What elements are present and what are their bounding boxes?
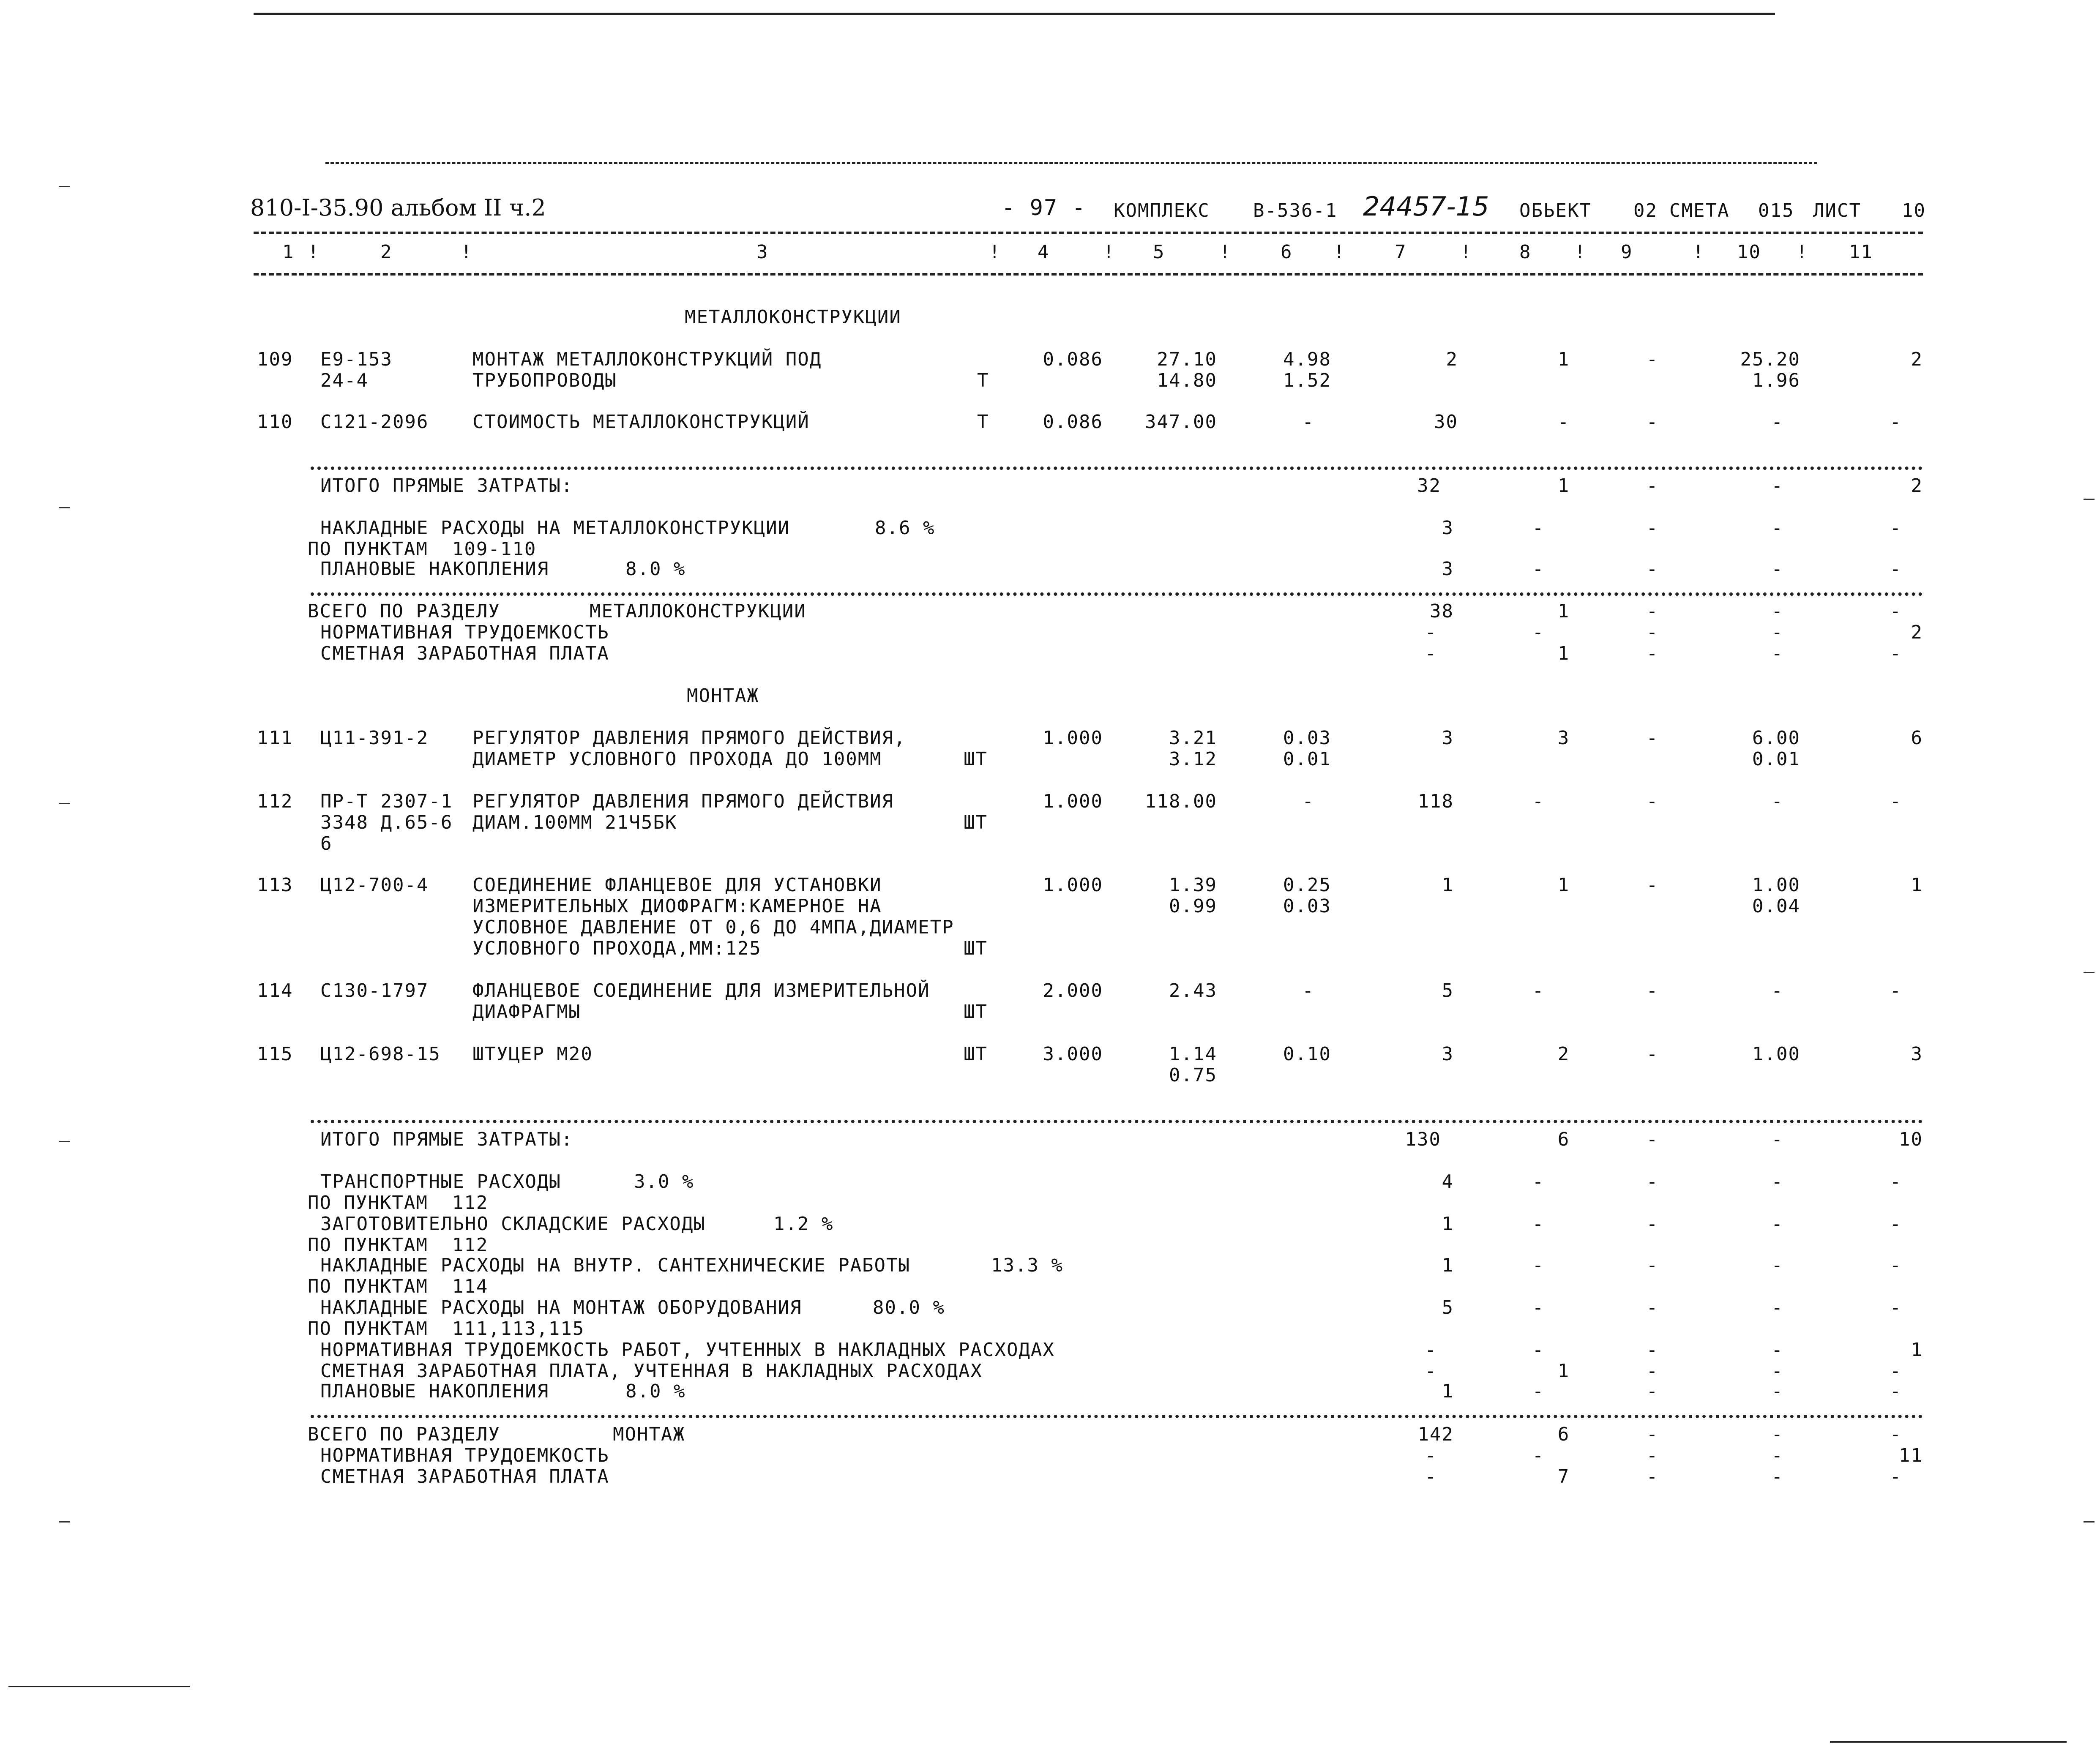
trans-pct: 3.0 %: [634, 1171, 694, 1192]
work-description: ФЛАНЦЕВОЕ СОЕДИНЕНИЕ ДЛЯ ИЗМЕРИТЕЛЬНОЙ: [472, 980, 930, 1001]
zag-c7: 1: [1442, 1213, 1454, 1235]
unit: ШТ: [964, 812, 988, 833]
list-label: ЛИСТ: [1813, 200, 1861, 221]
unit: ШТ: [964, 938, 988, 959]
norm-c10: -: [1771, 1445, 1783, 1466]
zp-c7: -: [1425, 643, 1437, 664]
vsego-name: МОНТАЖ: [613, 1424, 685, 1445]
nakl-pct: 8.6 %: [875, 517, 935, 539]
machine-cost: 4.98: [1283, 349, 1331, 370]
labor-unit: -: [1771, 980, 1783, 1001]
zag-punkty: ПО ПУНКТАМ 112: [308, 1234, 489, 1256]
vnutr-c11: -: [1890, 1255, 1902, 1276]
zag-c10: -: [1771, 1213, 1783, 1235]
labor-unit: -: [1771, 411, 1783, 433]
nakl-c7: 3: [1442, 517, 1454, 539]
vsego-c9: -: [1646, 600, 1659, 622]
row-number: 109: [257, 349, 293, 370]
zp-nakl-c7: -: [1425, 1360, 1437, 1382]
obekt-label: ОБЬЕКТ: [1519, 200, 1592, 221]
plan-label: ПЛАНОВЫЕ НАКОПЛЕНИЯ: [320, 558, 549, 580]
unit-cost: 1.39: [1169, 874, 1217, 896]
itogo-c9: -: [1646, 1129, 1659, 1150]
column-separator: !: [1693, 241, 1705, 263]
itogo-c10: -: [1771, 475, 1783, 497]
itogo-c9: -: [1646, 475, 1659, 497]
zp-label: СМЕТНАЯ ЗАРАБОТНАЯ ПЛАТА: [320, 643, 609, 664]
norm-c9: -: [1646, 1445, 1659, 1466]
machine-cost: -: [1302, 980, 1314, 1001]
top-scan-line: [254, 13, 1775, 15]
row-number: 113: [257, 874, 293, 896]
vsego-c7: 142: [1417, 1424, 1454, 1445]
nakl-c10: -: [1771, 517, 1783, 539]
norm-c11: 2: [1911, 622, 1923, 643]
work-description-2: ИЗМЕРИТЕЛЬНЫХ ДИОФРАГМ:КАМЕРНОЕ НА: [472, 895, 882, 917]
unit-cost-wage: 3.12: [1169, 748, 1217, 770]
plan-c11: -: [1890, 558, 1902, 580]
column-separator: !: [1574, 241, 1587, 263]
nakl-label: НАКЛАДНЫЕ РАСХОДЫ НА МЕТАЛЛОКОНСТРУКЦИИ: [320, 517, 790, 539]
quantity: 0.086: [1043, 411, 1103, 433]
unit-cost-wage: 0.75: [1169, 1064, 1217, 1086]
obor-c7: 5: [1442, 1297, 1454, 1318]
norm-c10: -: [1771, 622, 1783, 643]
itogo-c11: 2: [1911, 475, 1923, 497]
vsego-c8: 1: [1557, 600, 1570, 622]
column-number: 8: [1519, 241, 1532, 263]
column-number: 9: [1621, 241, 1633, 263]
machine-cost: 0.03: [1283, 727, 1331, 749]
zag-c8: -: [1532, 1213, 1545, 1235]
itogo-label: ИТОГО ПРЯМЫЕ ЗАТРАТЫ:: [320, 475, 573, 497]
unit: Т: [977, 411, 989, 433]
column-separator: !: [1796, 241, 1808, 263]
labor-unit-2: 0.04: [1752, 895, 1800, 917]
column-separator: !: [308, 241, 320, 263]
rate-code-2: 3348 Д.65-6: [320, 812, 453, 833]
nakl-c9: -: [1646, 517, 1659, 539]
album-reference: 810-I-35.90 альбом II ч.2: [250, 194, 546, 221]
vnutr-pct: 13.3 %: [991, 1255, 1063, 1276]
zag-c9: -: [1646, 1213, 1659, 1235]
unit-cost-wage: 0.99: [1169, 895, 1217, 917]
trans-c10: -: [1771, 1171, 1783, 1192]
dotted-separator: [311, 1120, 1923, 1123]
unit-cost: 118.00: [1145, 791, 1217, 812]
column-number: 11: [1849, 241, 1873, 263]
rate-code: Ц12-698-15: [320, 1043, 441, 1065]
labor-total: 1: [1911, 874, 1923, 896]
labor-unit: 1.00: [1752, 874, 1800, 896]
trans-c9: -: [1646, 1171, 1659, 1192]
rate-code: ПР-Т 2307-1: [320, 791, 453, 812]
bottom-left-scan-line: [8, 1686, 190, 1687]
work-description: ШТУЦЕР М20: [472, 1043, 593, 1065]
machine-cost: -: [1302, 791, 1314, 812]
machine-cost-wage: 0.03: [1283, 895, 1331, 917]
unit: Т: [977, 370, 989, 391]
zp-c9: -: [1646, 643, 1659, 664]
itogo-c11: 10: [1899, 1129, 1923, 1150]
zp-nakl-c8: 1: [1557, 1360, 1570, 1382]
vsego-c10: -: [1771, 1424, 1783, 1445]
work-description-2: ДИАФРАГМЫ: [472, 1001, 581, 1023]
zp-c10: -: [1771, 643, 1783, 664]
zp-c11: -: [1890, 643, 1902, 664]
vsego-c11: -: [1890, 600, 1902, 622]
page-number: - 97 -: [1002, 195, 1086, 221]
kompleks-label: КОМПЛЕКС: [1114, 200, 1210, 221]
obor-pct: 80.0 %: [873, 1297, 945, 1318]
col9: -: [1646, 727, 1659, 749]
col9: -: [1646, 980, 1659, 1001]
norm-nakl-c9: -: [1646, 1339, 1659, 1361]
col9: -: [1646, 874, 1659, 896]
vnutr-c8: -: [1532, 1255, 1545, 1276]
quantity: 0.086: [1043, 349, 1103, 370]
vsego-c7: 38: [1430, 600, 1454, 622]
trans-c8: -: [1532, 1171, 1545, 1192]
margin-mark: [59, 186, 70, 187]
work-description-4: УСЛОВНОГО ПРОХОДА,ММ:125: [472, 938, 762, 959]
dotted-separator: [311, 1415, 1923, 1418]
section-title-metal: МЕТАЛЛОКОНСТРУКЦИИ: [685, 306, 901, 328]
dotted-separator: [311, 592, 1923, 596]
margin-mark: [59, 1141, 70, 1142]
labor-unit: 25.20: [1740, 349, 1800, 370]
header-divider-top: [254, 232, 1923, 234]
plan-c7: 1: [1442, 1381, 1454, 1402]
zp-label: СМЕТНАЯ ЗАРАБОТНАЯ ПЛАТА: [320, 1466, 609, 1487]
column-separator: !: [1460, 241, 1472, 263]
plan-c10: -: [1771, 558, 1783, 580]
zp-c7: -: [1425, 1466, 1437, 1487]
margin-mark: [59, 803, 70, 804]
column-separator: !: [1103, 241, 1115, 263]
rate-code-3: 6: [320, 833, 333, 854]
nakl-c8: -: [1532, 517, 1545, 539]
itogo-c8: 1: [1557, 475, 1570, 497]
row-number: 111: [257, 727, 293, 749]
margin-mark: [2084, 1521, 2095, 1523]
vsego-c8: 6: [1557, 1424, 1570, 1445]
work-description: СТОИМОСТЬ МЕТАЛЛОКОНСТРУКЦИЙ: [472, 411, 810, 433]
total-wage: -: [1532, 980, 1545, 1001]
zp-c9: -: [1646, 1466, 1659, 1487]
plan-c7: 3: [1442, 558, 1454, 580]
labor-unit: 6.00: [1752, 727, 1800, 749]
column-separator: !: [989, 241, 1001, 263]
column-number: 2: [380, 241, 393, 263]
plan-c9: -: [1646, 1381, 1659, 1402]
zp-c11: -: [1890, 1466, 1902, 1487]
row-number: 114: [257, 980, 293, 1001]
total-cost: 1: [1442, 874, 1454, 896]
itogo-c10: -: [1771, 1129, 1783, 1150]
vnutr-c10: -: [1771, 1255, 1783, 1276]
column-separator: !: [1333, 241, 1346, 263]
zp-c10: -: [1771, 1466, 1783, 1487]
unit-cost: 3.21: [1169, 727, 1217, 749]
unit: ШТ: [964, 748, 988, 770]
work-description: РЕГУЛЯТОР ДАВЛЕНИЯ ПРЯМОГО ДЕЙСТВИЯ,: [472, 727, 906, 749]
vnutr-label: НАКЛАДНЫЕ РАСХОДЫ НА ВНУТР. САНТЕХНИЧЕСКИЕ РАБОТЫ: [320, 1255, 911, 1276]
vsego-c10: -: [1771, 600, 1783, 622]
zp-nakl-label: СМЕТНАЯ ЗАРАБОТНАЯ ПЛАТА, УЧТЕННАЯ В НАКЛАДНЫХ РАСХОДАХ: [320, 1360, 983, 1382]
total-wage: 3: [1557, 727, 1570, 749]
norm-nakl-c7: -: [1425, 1339, 1437, 1361]
plan-pct: 8.0 %: [625, 558, 686, 580]
top-dashed-scan-line: [325, 162, 1817, 164]
unit: ШТ: [964, 1001, 988, 1023]
work-description-2: ДИАМ.100ММ 21Ч5БК: [472, 812, 677, 833]
labor-total: -: [1890, 411, 1902, 433]
rate-code: Е9-153: [320, 349, 393, 370]
column-number: 4: [1038, 241, 1050, 263]
vsego-name: МЕТАЛЛОКОНСТРУКЦИИ: [590, 600, 806, 622]
total-cost: 118: [1417, 791, 1454, 812]
quantity: 1.000: [1043, 791, 1103, 812]
plan-c10: -: [1771, 1381, 1783, 1402]
obor-c11: -: [1890, 1297, 1902, 1318]
margin-mark: [59, 507, 70, 508]
zp-c8: 7: [1557, 1466, 1570, 1487]
trans-c7: 4: [1442, 1171, 1454, 1192]
norm-c9: -: [1646, 622, 1659, 643]
vnutr-c7: 1: [1442, 1255, 1454, 1276]
labor-total: -: [1890, 980, 1902, 1001]
work-description-3: УСЛОВНОЕ ДАВЛЕНИЕ ОТ 0,6 ДО 4МПА,ДИАМЕТР: [472, 917, 954, 938]
vsego-label: ВСЕГО ПО РАЗДЕЛУ: [308, 1424, 500, 1445]
column-number: 6: [1281, 241, 1293, 263]
total-wage: 2: [1557, 1043, 1570, 1065]
zp-nakl-c11: -: [1890, 1360, 1902, 1382]
unit-cost: 27.10: [1157, 349, 1217, 370]
zag-c11: -: [1890, 1213, 1902, 1235]
unit-cost: 347.00: [1145, 411, 1217, 433]
obor-label: НАКЛАДНЫЕ РАСХОДЫ НА МОНТАЖ ОБОРУДОВАНИЯ: [320, 1297, 802, 1318]
machine-cost-wage: 1.52: [1283, 370, 1331, 391]
vnutr-c9: -: [1646, 1255, 1659, 1276]
total-cost: 3: [1442, 1043, 1454, 1065]
rate-code: С121-2096: [320, 411, 429, 433]
col9: -: [1646, 349, 1659, 370]
itogo-c7: 130: [1405, 1129, 1441, 1150]
total-wage: 1: [1557, 349, 1570, 370]
rate-code: Ц12-700-4: [320, 874, 429, 896]
col9: -: [1646, 1043, 1659, 1065]
labor-total: 3: [1911, 1043, 1923, 1065]
column-number: 7: [1395, 241, 1407, 263]
rate-code-2: 24-4: [320, 370, 369, 391]
zag-label: ЗАГОТОВИТЕЛЬНО СКЛАДСКИЕ РАСХОДЫ: [320, 1213, 706, 1235]
unit: ШТ: [964, 1043, 988, 1065]
plan-c11: -: [1890, 1381, 1902, 1402]
zp-nakl-c10: -: [1771, 1360, 1783, 1382]
header-divider-bottom: [254, 273, 1923, 276]
smeta-value: 015: [1758, 200, 1794, 221]
vsego-c9: -: [1646, 1424, 1659, 1445]
trans-punkty: ПО ПУНКТАМ 112: [308, 1192, 489, 1214]
unit-cost-wage: 14.80: [1157, 370, 1217, 391]
quantity: 3.000: [1043, 1043, 1103, 1065]
column-number: 5: [1153, 241, 1165, 263]
quantity: 2.000: [1043, 980, 1103, 1001]
total-cost: 3: [1442, 727, 1454, 749]
quantity: 1.000: [1043, 874, 1103, 896]
plan-label: ПЛАНОВЫЕ НАКОПЛЕНИЯ: [320, 1381, 549, 1402]
labor-total: 2: [1911, 349, 1923, 370]
smeta-label: СМЕТА: [1669, 200, 1730, 221]
machine-cost: 0.25: [1283, 874, 1331, 896]
quantity: 1.000: [1043, 727, 1103, 749]
norm-label: НОРМАТИВНАЯ ТРУДОЕМКОСТЬ: [320, 1445, 609, 1466]
section-title-montazh: МОНТАЖ: [687, 685, 759, 707]
plan-c9: -: [1646, 558, 1659, 580]
norm-nakl-c8: -: [1532, 1339, 1545, 1361]
labor-total: 6: [1911, 727, 1923, 749]
obekt-value: 02: [1633, 200, 1658, 221]
itogo-label: ИТОГО ПРЯМЫЕ ЗАТРАТЫ:: [320, 1129, 573, 1150]
column-number: 3: [756, 241, 769, 263]
zp-c8: 1: [1557, 643, 1570, 664]
nakl-punkty: ПО ПУНКТАМ 109-110: [308, 538, 537, 560]
column-number: 1: [282, 241, 295, 263]
rate-code: Ц11-391-2: [320, 727, 429, 749]
labor-total: -: [1890, 791, 1902, 812]
column-number: 10: [1737, 241, 1761, 263]
obor-c10: -: [1771, 1297, 1783, 1318]
obor-c9: -: [1646, 1297, 1659, 1318]
nakl-c11: -: [1890, 517, 1902, 539]
work-description: РЕГУЛЯТОР ДАВЛЕНИЯ ПРЯМОГО ДЕЙСТВИЯ: [472, 791, 894, 812]
work-description: МОНТАЖ МЕТАЛЛОКОНСТРУКЦИЙ ПОД: [472, 349, 822, 370]
row-number: 112: [257, 791, 293, 812]
norm-nakl-c10: -: [1771, 1339, 1783, 1361]
kompleks-value: В-536-1: [1253, 200, 1338, 221]
norm-c11: 11: [1899, 1445, 1923, 1466]
rate-code: С130-1797: [320, 980, 429, 1001]
zag-pct: 1.2 %: [773, 1213, 834, 1235]
trans-label: ТРАНСПОРТНЫЕ РАСХОДЫ: [320, 1171, 561, 1192]
list-value: 10: [1902, 200, 1926, 221]
work-description-2: ДИАМЕТР УСЛОВНОГО ПРОХОДА ДО 100ММ: [472, 748, 882, 770]
machine-cost: -: [1302, 411, 1314, 433]
machine-cost: 0.10: [1283, 1043, 1331, 1065]
norm-c7: -: [1425, 622, 1437, 643]
unit-cost: 2.43: [1169, 980, 1217, 1001]
work-description-2: ТРУБОПРОВОДЫ: [472, 370, 617, 391]
total-wage: 1: [1557, 874, 1570, 896]
zp-nakl-c9: -: [1646, 1360, 1659, 1382]
labor-unit-2: 0.01: [1752, 748, 1800, 770]
margin-mark: [2084, 972, 2095, 973]
labor-unit-2: 1.96: [1752, 370, 1800, 391]
vsego-c11: -: [1890, 1424, 1902, 1445]
column-separator: !: [461, 241, 473, 263]
machine-cost-wage: 0.01: [1283, 748, 1331, 770]
col9: -: [1646, 411, 1659, 433]
column-separator: !: [1219, 241, 1232, 263]
plan-c8: -: [1532, 1381, 1545, 1402]
labor-unit: 1.00: [1752, 1043, 1800, 1065]
norm-nakl-c11: 1: [1911, 1339, 1923, 1361]
row-number: 110: [257, 411, 293, 433]
margin-mark: [59, 1521, 70, 1523]
total-cost: 30: [1434, 411, 1458, 433]
norm-label: НОРМАТИВНАЯ ТРУДОЕМКОСТЬ: [320, 622, 609, 643]
unit-cost: 1.14: [1169, 1043, 1217, 1065]
plan-c8: -: [1532, 558, 1545, 580]
col9: -: [1646, 791, 1659, 812]
vnutr-punkty: ПО ПУНКТАМ 114: [308, 1276, 489, 1297]
norm-nakl-label: НОРМАТИВНАЯ ТРУДОЕМКОСТЬ РАБОТ, УЧТЕННЫХ В НАКЛАДНЫХ РАСХОДАХ: [320, 1339, 1055, 1361]
obor-c8: -: [1532, 1297, 1545, 1318]
row-number: 115: [257, 1043, 293, 1065]
norm-c7: -: [1425, 1445, 1437, 1466]
itogo-c7: 32: [1417, 475, 1441, 497]
handwritten-number: 24457-15: [1363, 191, 1489, 222]
total-wage: -: [1532, 791, 1545, 812]
trans-c11: -: [1890, 1171, 1902, 1192]
margin-mark: [2084, 499, 2095, 500]
total-cost: 5: [1442, 980, 1454, 1001]
total-cost: 2: [1446, 349, 1458, 370]
norm-c8: -: [1532, 622, 1545, 643]
bottom-scan-line: [1830, 1741, 2067, 1743]
work-description: СОЕДИНЕНИЕ ФЛАНЦЕВОЕ ДЛЯ УСТАНОВКИ: [472, 874, 882, 896]
vsego-label: ВСЕГО ПО РАЗДЕЛУ: [308, 600, 500, 622]
itogo-c8: 6: [1557, 1129, 1570, 1150]
obor-punkty: ПО ПУНКТАМ 111,113,115: [308, 1318, 585, 1340]
plan-pct: 8.0 %: [625, 1381, 686, 1402]
norm-c8: -: [1532, 1445, 1545, 1466]
dotted-separator: [311, 467, 1923, 470]
total-wage: -: [1557, 411, 1570, 433]
labor-unit: -: [1771, 791, 1783, 812]
